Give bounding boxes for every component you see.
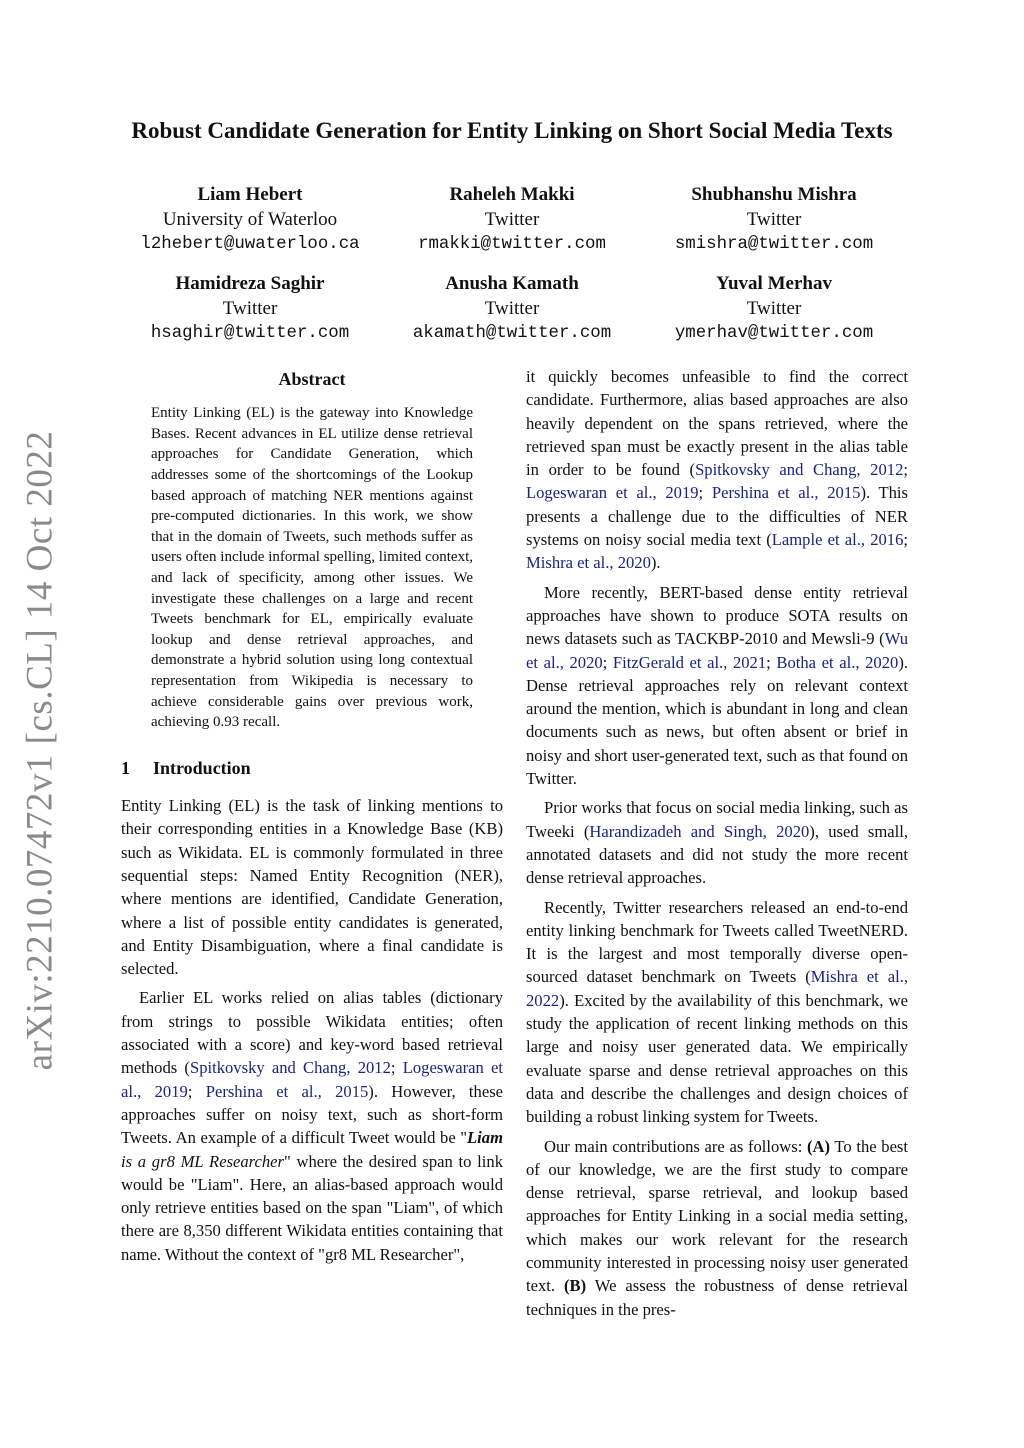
right-paragraph-2 <box>526 581 908 791</box>
text-span: More recently, BERT-based dense entity retrieval approaches have shown to produce SOTA results on news datasets such as TACKBP-2010 and Mewsli-9 ( <box>526 582 908 649</box>
left-column <box>121 365 503 1266</box>
author-email: akamath@twitter.com <box>412 324 612 343</box>
citation-link[interactable]: Mishra et al., 2022 <box>526 967 908 1010</box>
author-affiliation: University of Waterloo <box>162 209 338 230</box>
citation-link[interactable]: Logeswaran et al., 2019 <box>526 483 699 503</box>
author-name: Yuval Merhav <box>716 273 832 294</box>
contribution-marker: (B) <box>564 1276 587 1296</box>
intro-paragraph-2 <box>121 986 503 1266</box>
abstract-text: Entity Linking (EL) is the gateway into Knowledge Bases. Recent advances in EL utilize dense retrieval approaches for Candidate Generation, which addresses some of the shortcomings of the Lookup based approach of matching NER mentions against pre-computed dictionaries. In this work, we show that in the domain of Tweets, such methods suffer as users often include informal spelling, limited context, and lack of specificity, among other issues. We investigate these challenges on a large and recent Tweets benchmark for EL, empirically evaluate lookup and dense retrieval approaches, and demonstrate a hybrid solution using long contextual representation from Wikipedia is necessary to achieve considerable gains over previous work, achieving 0.93 recall. <box>151 405 473 731</box>
right-paragraph-1 <box>526 365 908 575</box>
citation-link[interactable]: Botha et al., 2020 <box>776 652 899 672</box>
author-name: Raheleh Makki <box>449 184 575 205</box>
citation-link[interactable]: Logeswaran et al., 2019 <box>121 1058 504 1101</box>
authors-row-1 <box>120 183 904 257</box>
author-email: ymerhav@twitter.com <box>674 324 874 343</box>
authors-row-2 <box>120 272 904 346</box>
author-affiliation: Twitter <box>746 209 802 230</box>
author-name: Shubhanshu Mishra <box>691 184 857 205</box>
text-span: Prior works that focus on social media linking, such as Tweeki ( <box>526 798 908 841</box>
text-span: ; <box>187 1081 206 1101</box>
text-span: ). However, these approaches suffer on noisy text, such as short-form Tweets. An example of a difficult Tweet would be " <box>121 1081 504 1148</box>
section-number: 1 <box>121 757 130 778</box>
contribution-marker: (A) <box>807 1136 831 1156</box>
text-span: ; <box>390 1058 403 1078</box>
text-span: ). <box>650 553 661 573</box>
right-paragraph-3 <box>526 796 908 889</box>
citation-link[interactable]: Pershina et al., 2015 <box>711 483 861 503</box>
text-span: We assess the robustness of dense retrieval techniques in the pres- <box>526 1276 908 1319</box>
author-block <box>120 272 380 346</box>
author-email: rmakki@twitter.com <box>418 235 606 254</box>
abstract-heading: Abstract <box>278 369 346 389</box>
text-span: ; <box>602 652 613 672</box>
text-span: ; <box>903 460 908 480</box>
author-email: smishra@twitter.com <box>674 235 874 254</box>
citation-link[interactable]: Pershina et al., 2015 <box>205 1081 369 1101</box>
text-span: Our main contributions are as follows: <box>544 1136 807 1156</box>
author-name: Liam Hebert <box>197 184 303 205</box>
author-block <box>120 183 380 257</box>
intro-paragraph-1: Entity Linking (EL) is the task of linking mentions to their corresponding entities in a Knowledge Base (KB) such as Wikidata. EL is commonly formulated in three sequential steps: Named Entity Recognition (NER), where mentions are identified, Candidate Generation, where a list of possible entity candidates is generated, and Entity Disambiguation, where a final candidate is selected. <box>121 796 503 979</box>
citation-link[interactable]: Spitkovsky and Chang, 2012 <box>189 1058 391 1078</box>
section-title: Introduction <box>153 757 251 778</box>
text-span: ; <box>903 530 909 550</box>
author-affiliation: Twitter <box>484 209 540 230</box>
author-block <box>644 183 904 257</box>
text-span: Recently, Twitter researchers released an end-to-end entity linking benchmark for Tweets called TweetNERD. It is the largest and most temporally diverse open-sourced dataset benchmark on Tweets ( <box>526 897 908 987</box>
author-email: hsaghir@twitter.com <box>150 324 350 343</box>
author-email: l2hebert@uwaterloo.ca <box>140 235 360 254</box>
author-block <box>644 272 904 346</box>
text-span: ; <box>766 652 777 672</box>
example-name: Liam <box>467 1128 503 1148</box>
citation-link[interactable]: Harandizadeh and Singh, 2020 <box>589 821 810 841</box>
example-quote: is a gr8 ML Researcher <box>121 1151 285 1171</box>
citation-link[interactable]: Wu et al., 2020 <box>526 629 908 672</box>
text-span: ), used small, annotated datasets and did not study the more recent dense retrieval approaches. <box>526 821 908 888</box>
citation-link[interactable]: Lample et al., 2016 <box>771 530 904 550</box>
text-span: ; <box>698 483 712 503</box>
citation-link[interactable]: FitzGerald et al., 2021 <box>612 652 767 672</box>
author-affiliation: Twitter <box>222 298 278 319</box>
text-span: it quickly becomes unfeasible to find the correct candidate. Furthermore, alias based approaches are also heavily dependent on the spans retrieved, where the retrieved span must be exactly present in the alias table in order to be found ( <box>526 367 908 480</box>
author-affiliation: Twitter <box>746 298 802 319</box>
author-name: Anusha Kamath <box>445 273 579 294</box>
right-paragraph-4 <box>526 896 908 1129</box>
author-block <box>382 183 642 257</box>
section-heading-introduction <box>121 757 503 780</box>
text-span: " where the desired span to link would be "Liam". Here, an alias-based approach would only retrieve entities based on the span "Liam", of which there are 8,350 different Wikidata entities containing that name. Without the context of "gr8 ML Researcher", <box>121 1151 503 1264</box>
citation-link[interactable]: Mishra et al., 2020 <box>526 553 651 573</box>
arxiv-identifier-text: arXiv:2210.07472v1 [cs.CL] 14 Oct 2022 <box>19 430 61 1070</box>
text-span: ). Dense retrieval approaches rely on relevant context around the mention, which is abundant in long and clean documents such as news, but often absent or brief in noisy and short user-generated text, such as that found on Twitter. <box>526 652 908 789</box>
citation-link[interactable]: Spitkovsky and Chang, 2012 <box>695 460 904 480</box>
text-span: Earlier EL works relied on alias tables (dictionary from strings to possible Wikidata entities; often associated with a score) and key-word based retrieval methods ( <box>121 988 503 1078</box>
author-affiliation: Twitter <box>484 298 540 319</box>
right-paragraph-5 <box>526 1135 908 1321</box>
text-span: ). This presents a challenge due to the difficulties of NER systems on noisy social media text ( <box>526 483 909 550</box>
author-name: Hamidreza Saghir <box>175 273 325 294</box>
text-span: To the best of our knowledge, we are the first study to compare dense retrieval, sparse retrieval, and lookup based approaches for Entity Linking in a social media setting, which makes our work relevant for the research community interested in processing noisy user generated text. <box>526 1136 909 1296</box>
arxiv-identifier <box>10 430 70 1070</box>
text-span: ). Excited by the availability of this benchmark, we study the application of recent linking methods on this large and noisy user generated data. We empirically evaluate sparse and dense retrieval approaches on this data and describe the challenges and design choices of building a robust linking system for Tweets. <box>526 990 908 1127</box>
right-column <box>526 365 908 1321</box>
author-block <box>382 272 642 346</box>
paper-title: Robust Candidate Generation for Entity Linking on Short Social Media Texts <box>131 118 893 143</box>
